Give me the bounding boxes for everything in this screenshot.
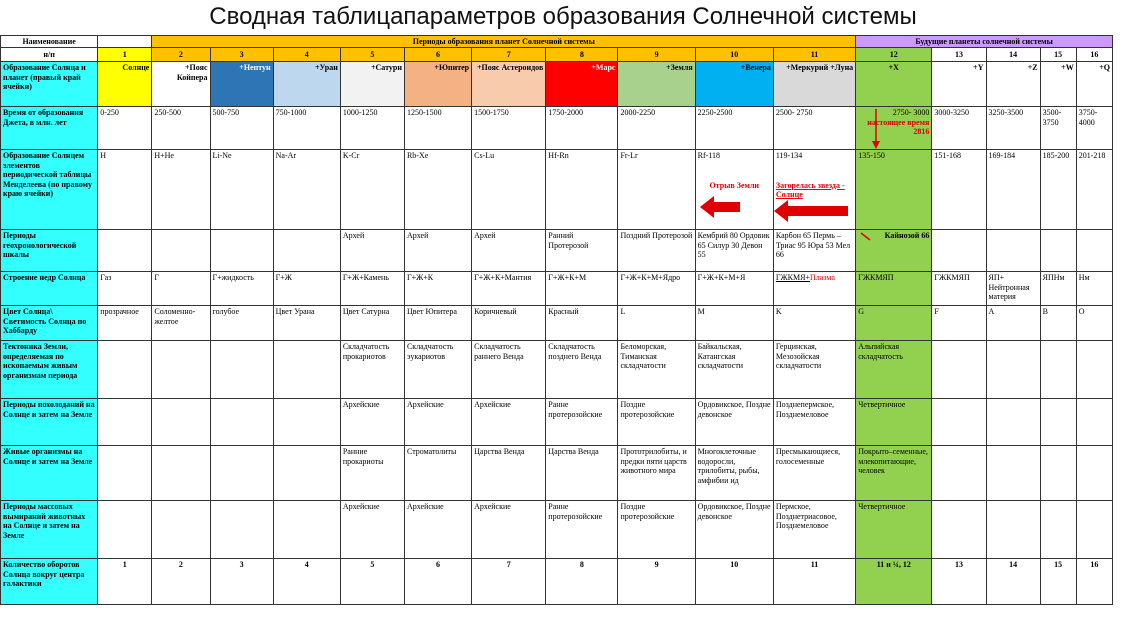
col-number: 1 <box>98 48 152 62</box>
cell: Архейские <box>340 501 404 559</box>
cell: A <box>986 306 1040 341</box>
cell: Герцинская, Мезозойская складчатости <box>773 341 855 399</box>
cell <box>273 501 340 559</box>
plasma-label: Плазма <box>809 273 835 282</box>
cell: Архей <box>340 230 404 272</box>
cell: Na-Ar <box>273 150 340 230</box>
cell: Соломенно-желтое <box>152 306 210 341</box>
cell: 4 <box>273 559 340 605</box>
page-title: Сводная таблицапараметров образования Солнечной системы <box>209 3 917 30</box>
row-time <box>1 107 1113 150</box>
cell: 3 <box>210 559 273 605</box>
cell-value: Rf-118 <box>697 151 721 160</box>
cell: 2000-2250 <box>618 107 695 150</box>
cell <box>152 341 210 399</box>
col-number: 13 <box>932 48 986 62</box>
cell <box>152 230 210 272</box>
cell: Архей <box>472 230 546 272</box>
row-formation <box>1 62 1113 107</box>
cell <box>986 341 1040 399</box>
cell: Fr-Lr <box>618 150 695 230</box>
cell <box>932 399 986 446</box>
cell: 2250-2500 <box>695 107 773 150</box>
cell-star-lit <box>773 150 855 230</box>
cell: 7 <box>472 559 546 605</box>
cell <box>1040 230 1076 272</box>
cell: Г <box>152 272 210 306</box>
cell <box>1076 446 1112 501</box>
cell: 3250-3500 <box>986 107 1040 150</box>
cell: 5 <box>340 559 404 605</box>
cell-value: 119-134 <box>775 151 803 160</box>
cell: Архейские <box>472 399 546 446</box>
cell <box>932 230 986 272</box>
cell: K <box>773 306 855 341</box>
cell: ЯП+ Нейтронная материя <box>986 272 1040 306</box>
col-number: 5 <box>340 48 404 62</box>
cell: Г+Ж <box>273 272 340 306</box>
row-structure <box>1 272 1113 306</box>
cell <box>932 341 986 399</box>
cell: Карбон 65 Пермь –Триас 95 Юра 53 Мел 66 <box>773 230 855 272</box>
star-lit-label: Загорелась звезда - Солнце <box>775 180 845 199</box>
cell: Царства Венда <box>546 446 618 501</box>
cell: 1250-1500 <box>404 107 471 150</box>
header-periods: Периоды образования планет Солнечной системы <box>152 36 856 48</box>
row-orbits <box>1 559 1113 605</box>
cell: B <box>1040 306 1076 341</box>
cell <box>1076 230 1112 272</box>
cell: Складчатость раннего Венда <box>472 341 546 399</box>
row-label: Строение недр Солнца <box>1 272 98 306</box>
cell: Ранние прокариоты <box>340 446 404 501</box>
cell <box>986 446 1040 501</box>
cell: ГЖКМЯП <box>932 272 986 306</box>
planet-mercury-moon: +Меркурий +Луна <box>773 62 855 107</box>
cell: 201-218 <box>1076 150 1112 230</box>
cell: H <box>98 150 152 230</box>
row-glaciations <box>1 399 1113 446</box>
cell: Многоклеточные водоросли, трилобиты, рыбы, амфибии ид <box>695 446 773 501</box>
col-number: 7 <box>472 48 546 62</box>
row-organisms <box>1 446 1113 501</box>
cell <box>932 446 986 501</box>
cell: ЯПНм <box>1040 272 1076 306</box>
cell: 750-1000 <box>273 107 340 150</box>
cell: K-Cr <box>340 150 404 230</box>
row-elements <box>1 150 1113 230</box>
cell-current-time <box>856 107 932 150</box>
cell: Коричневый <box>472 306 546 341</box>
planet-z: +Z <box>986 62 1040 107</box>
cell: Г+жидкость <box>210 272 273 306</box>
planet-uranus: +Уран <box>273 62 340 107</box>
arrow-icon <box>859 231 871 243</box>
row-label: Количество оборотов Солнца вокруг центра галактики <box>1 559 98 605</box>
cell: G <box>856 306 932 341</box>
cell: 15 <box>1040 559 1076 605</box>
cell: Ордовикское, Поздне девонское <box>695 399 773 446</box>
cell: Cs-Lu <box>472 150 546 230</box>
cell: O <box>1076 306 1112 341</box>
col-number: 6 <box>404 48 471 62</box>
cell <box>98 446 152 501</box>
cell: M <box>695 306 773 341</box>
cell: Архейские <box>404 399 471 446</box>
cell: Ордовикское, Поздне девонское <box>695 501 773 559</box>
cell: Пермское, Позднетриасовое, Позднемеловое <box>773 501 855 559</box>
cell: Архейские <box>472 501 546 559</box>
header-future: Будущие планеты солнечной системы <box>856 36 1113 48</box>
cell: голубое <box>210 306 273 341</box>
cell: Поздний Протерозой <box>618 230 695 272</box>
cell: 135-150 <box>856 150 932 230</box>
cell <box>273 341 340 399</box>
cell: Цвет Юпитера <box>404 306 471 341</box>
earth-split-label: Отрыв Земли <box>709 180 760 190</box>
left-arrow-icon <box>774 200 848 222</box>
cell: Четвертичное <box>856 399 932 446</box>
cell <box>1076 399 1112 446</box>
cell: Г+Ж+Камень <box>340 272 404 306</box>
cell <box>1040 399 1076 446</box>
cell <box>986 399 1040 446</box>
cell-time-value: 2750- 3000 <box>892 108 930 117</box>
cell: Складчатость позднего Венда <box>546 341 618 399</box>
cell: 185-200 <box>1040 150 1076 230</box>
cell: Архейские <box>404 501 471 559</box>
cell: 11 и ¼, 12 <box>856 559 932 605</box>
row-label: Образование Солнцем элементов периодической таблицы Менделеева (по правому краю ячейки) <box>1 150 98 230</box>
cell <box>210 446 273 501</box>
cell: 16 <box>1076 559 1112 605</box>
cell: Позднепермское, Позднемеловое <box>773 399 855 446</box>
row-label: Периоды похолоданий на Солнце и затем на Земле <box>1 399 98 446</box>
cell: Складчатость прокариотов <box>340 341 404 399</box>
cell <box>986 501 1040 559</box>
cell: Rb-Xe <box>404 150 471 230</box>
planet-asteroid-belt: +Пояс Астероидов <box>472 62 546 107</box>
cell: Г+Ж+К+Мантия <box>472 272 546 306</box>
row-label: Тектоника Земли, определяемая по ископаемым живым организмам периода <box>1 341 98 399</box>
cell: Беломорская, Тиманская складчатости <box>618 341 695 399</box>
planet-venus: +Венера <box>695 62 773 107</box>
planet-saturn: +Сатурн <box>340 62 404 107</box>
cell <box>273 446 340 501</box>
cell: L <box>618 306 695 341</box>
cell: Байкальская, Катангская складчатости <box>695 341 773 399</box>
cell <box>152 446 210 501</box>
cell: Архейские <box>340 399 404 446</box>
col-number: 3 <box>210 48 273 62</box>
cell: Газ <box>98 272 152 306</box>
cell: 2500- 2750 <box>773 107 855 150</box>
cell: Hf-Rn <box>546 150 618 230</box>
cell: 6 <box>404 559 471 605</box>
cell-cenozoic <box>856 230 932 272</box>
cell: Складчатость эукариотов <box>404 341 471 399</box>
cell: Поздне протерозойские <box>618 399 695 446</box>
cell: 151-168 <box>932 150 986 230</box>
cell <box>1040 446 1076 501</box>
row-geo <box>1 230 1113 272</box>
cell: Альпийская складчатость <box>856 341 932 399</box>
cell: Архей <box>404 230 471 272</box>
planet-w: +W <box>1040 62 1076 107</box>
cell: 2 <box>152 559 210 605</box>
cell: Прототрилобиты, и предки пяти царств животного мира <box>618 446 695 501</box>
col-number: 2 <box>152 48 210 62</box>
cell: Кембрий 80 Ордовик 65 Силур 30 Девон 55 <box>695 230 773 272</box>
cell: прозрачное <box>98 306 152 341</box>
cell: 1500-1750 <box>472 107 546 150</box>
cell <box>1040 501 1076 559</box>
cell: 1 <box>98 559 152 605</box>
cell: 0-250 <box>98 107 152 150</box>
cell: 11 <box>773 559 855 605</box>
summary-table <box>0 35 1113 605</box>
planet-sun: Солнце <box>98 62 152 107</box>
cell: Четвертичное <box>856 501 932 559</box>
cell <box>1076 501 1112 559</box>
cell <box>152 501 210 559</box>
header-numbers-row <box>1 48 1113 62</box>
cell: Ранне протерозойские <box>546 399 618 446</box>
cell <box>98 399 152 446</box>
cell <box>932 501 986 559</box>
cell <box>210 341 273 399</box>
cell: ГЖКМЯП <box>856 272 932 306</box>
row-color <box>1 306 1113 341</box>
planet-q: +Q <box>1076 62 1112 107</box>
planet-kuiper: +Пояс Койпера <box>152 62 210 107</box>
cell <box>986 230 1040 272</box>
cell: 1000-1250 <box>340 107 404 150</box>
row-label: Образование Солнца и планет (правый край ячейки) <box>1 62 98 107</box>
cell: Цвет Сатурна <box>340 306 404 341</box>
row-tectonics <box>1 341 1113 399</box>
cell <box>98 501 152 559</box>
cell: Г+Ж+К+М+Ядро <box>618 272 695 306</box>
cell: Г+Ж+К <box>404 272 471 306</box>
cell <box>98 230 152 272</box>
cell: 3750-4000 <box>1076 107 1112 150</box>
cell: Красный <box>546 306 618 341</box>
cell-earth-split <box>695 150 773 230</box>
cell: Пресмыкающиеся, голосеменные <box>773 446 855 501</box>
cell: 8 <box>546 559 618 605</box>
cell: Покрыто–семенные, млекопитающие, человек <box>856 446 932 501</box>
cell: 500-750 <box>210 107 273 150</box>
col-number: 12 <box>856 48 932 62</box>
row-label: Периоды массовых вымираний животных на Солнце и затем на Земле <box>1 501 98 559</box>
cell <box>210 399 273 446</box>
cell <box>152 399 210 446</box>
cell: Li-Ne <box>210 150 273 230</box>
cell <box>273 399 340 446</box>
cell: 169-184 <box>986 150 1040 230</box>
row-label: Цвет Солнца\ Светимость Солнца по Хаббарду <box>1 306 98 341</box>
cell <box>1040 341 1076 399</box>
row-label: Периоды геохронологической шкалы <box>1 230 98 272</box>
planet-jupiter: +Юпитер <box>404 62 471 107</box>
col-number: 16 <box>1076 48 1112 62</box>
col-number: 4 <box>273 48 340 62</box>
cell: 9 <box>618 559 695 605</box>
down-arrow-icon <box>872 109 880 149</box>
cell-value: Кайнозой 66 <box>884 231 930 240</box>
cell-value: ГЖКМЯ+ <box>775 273 810 282</box>
cell: 14 <box>986 559 1040 605</box>
cell: F <box>932 306 986 341</box>
cell: 250-500 <box>152 107 210 150</box>
planet-earth: +Земля <box>618 62 695 107</box>
current-time-note: настоящее время 2816 <box>867 117 930 136</box>
cell: Царства Венда <box>472 446 546 501</box>
cell <box>210 230 273 272</box>
cell: Строматолиты <box>404 446 471 501</box>
cell: Поздне протерозойские <box>618 501 695 559</box>
cell <box>210 501 273 559</box>
header-np: н/п <box>1 48 98 62</box>
cell: H+He <box>152 150 210 230</box>
cell: Ранне протерозойские <box>546 501 618 559</box>
cell: Нм <box>1076 272 1112 306</box>
cell: Г+Ж+К+М+Я <box>695 272 773 306</box>
cell: 10 <box>695 559 773 605</box>
col-number: 8 <box>546 48 618 62</box>
col-number: 9 <box>618 48 695 62</box>
row-label: Время от образования Джета, в млн. лет <box>1 107 98 150</box>
col-number: 15 <box>1040 48 1076 62</box>
planet-mars: +Марс <box>546 62 618 107</box>
cell: 3500-3750 <box>1040 107 1076 150</box>
planet-neptune: +Нептун <box>210 62 273 107</box>
cell: Ранний Протерозой <box>546 230 618 272</box>
col-number: 11 <box>773 48 855 62</box>
cell: 1750-2000 <box>546 107 618 150</box>
cell <box>98 341 152 399</box>
cell: 13 <box>932 559 986 605</box>
col-number: 10 <box>695 48 773 62</box>
cell <box>273 230 340 272</box>
planet-y: +Y <box>932 62 986 107</box>
cell: Цвет Урана <box>273 306 340 341</box>
left-arrow-icon <box>700 196 740 218</box>
cell <box>1076 341 1112 399</box>
cell-plasma <box>773 272 855 306</box>
cell: Г+Ж+К+М <box>546 272 618 306</box>
planet-x: +X <box>856 62 932 107</box>
row-extinctions <box>1 501 1113 559</box>
row-label: Живые организмы на Солнце и затем на Земле <box>1 446 98 501</box>
header-name: Наименование <box>1 36 98 48</box>
col-number: 14 <box>986 48 1040 62</box>
cell: 3000-3250 <box>932 107 986 150</box>
